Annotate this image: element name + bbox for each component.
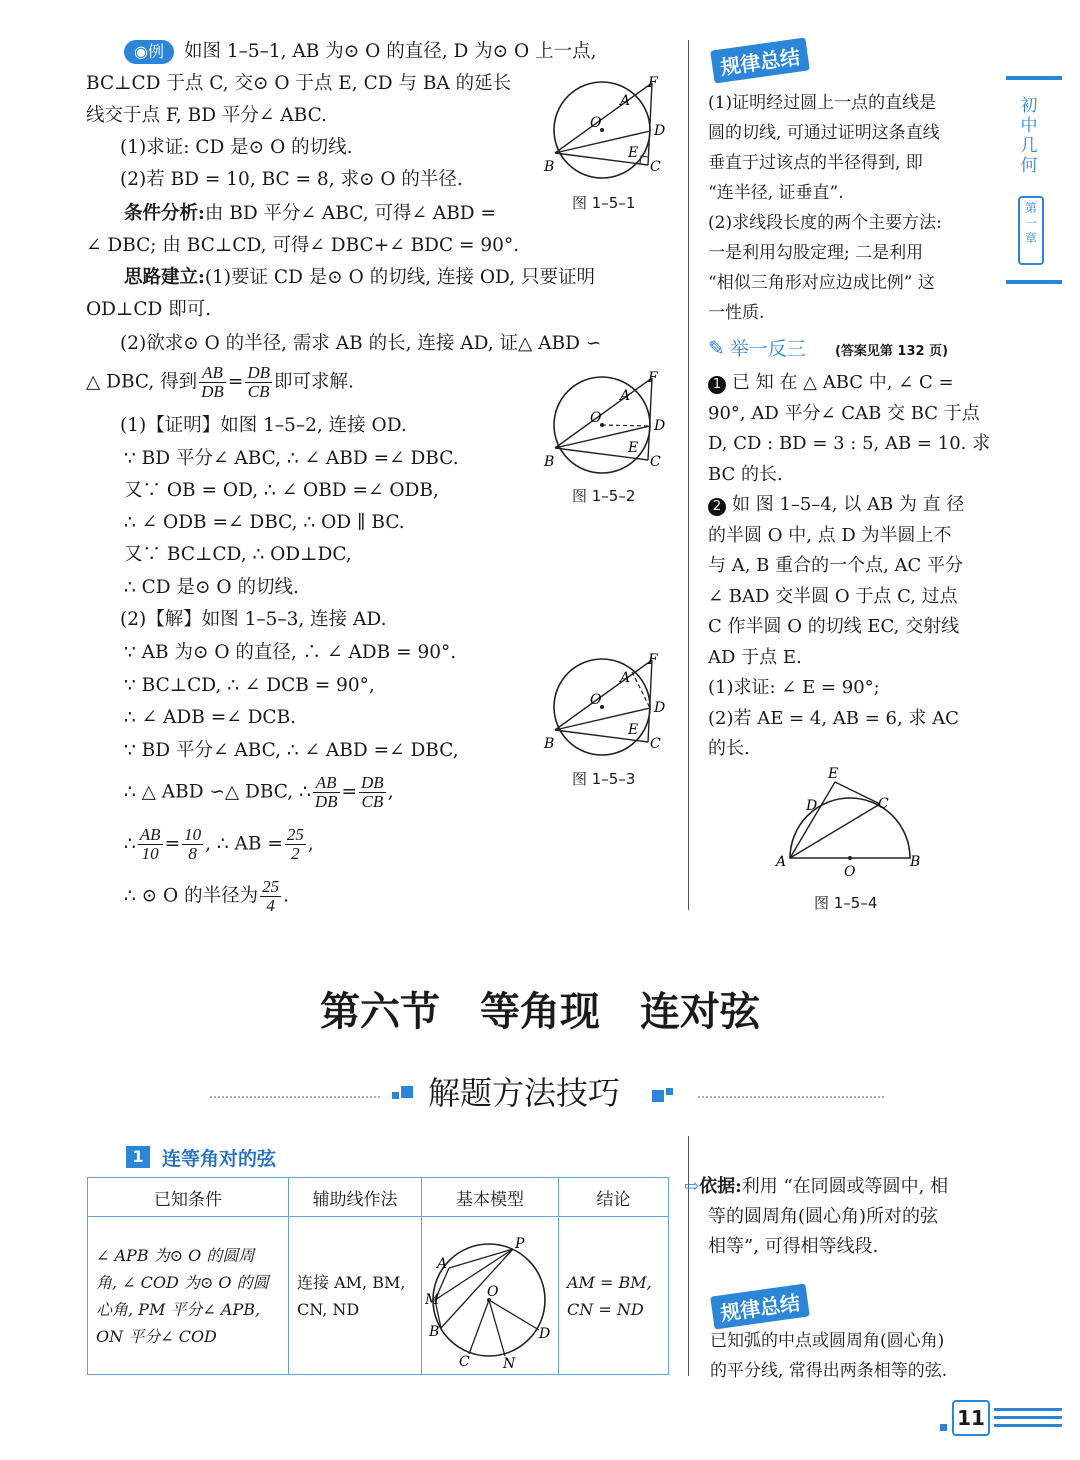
question-2: (2)若 BD = 10, BC = 8, 求⊙ O 的半径. xyxy=(120,169,463,190)
svg-text:F: F xyxy=(648,370,658,386)
basic-model-figure xyxy=(425,1218,555,1368)
table-header-row xyxy=(88,1178,669,1217)
figure-1-5-2-caption: 图 1–5–2 xyxy=(572,487,636,505)
decor-squares-left-icon xyxy=(392,1086,414,1104)
svg-text:M: M xyxy=(425,1292,440,1308)
svg-text:C: C xyxy=(878,796,889,812)
svg-text:F: F xyxy=(648,652,658,668)
proof-heading: (1)【证明】如图 1–5–2, 连接 OD. xyxy=(120,415,407,436)
svg-text:C: C xyxy=(650,454,661,470)
example-line-1: ◉例 如图 1–5–1, AB 为⊙ O 的直径, D 为⊙ O 上一点, xyxy=(124,36,597,68)
side-subject: 初中几何 xyxy=(1020,96,1038,176)
basis-text: ⇨依据:利用 “在同圆或等圆中, 相 等的圆周角(圆心角)所对的弦 相等”, 可得相等线段. xyxy=(684,1176,949,1257)
solution-step-6: ∴ $\frac{AB}{10}$ = $\frac{10}{8}$ , ∴ AB = $\frac{25}{2}$ , xyxy=(124,825,314,863)
arrow-icon: ⇨ xyxy=(684,1176,700,1197)
figure-1-5-3-caption: 图 1–5–3 xyxy=(572,770,636,788)
fraction-ab-db: $\frac{AB}{DB}$ xyxy=(201,363,224,401)
header-conclusion: 结论 xyxy=(559,1178,669,1217)
solution-heading: (2)【解】如图 1–5–3, 连接 AD. xyxy=(120,609,387,630)
pencil-icon: ✎ xyxy=(708,336,725,360)
side-tab-bottom-bar xyxy=(1006,280,1062,284)
summary-text: (1)证明经过圆上一点的直线是 圆的切线, 可通过证明这条直线 垂直于过该点的半径得到, 即 “连半径, 证垂直”. (2)求线段长度的两个主要方法: 一是利用勾股定理; 二是利用 “相似三角形对应边成比例” 这 一性质. xyxy=(708,93,942,323)
svg-text:C: C xyxy=(650,736,661,752)
solution-result: ∴ ⊙ O 的半径为 $\frac{25}{4}$ . xyxy=(124,877,289,915)
side-chapter: 第一章 xyxy=(1018,196,1044,265)
header-model: 基本模型 xyxy=(422,1178,559,1217)
figure-1-5-3 xyxy=(540,652,670,762)
figure-1-5-4-caption: 图 1–5–4 xyxy=(814,894,878,912)
idea-line-2: OD⊥CD 即可. xyxy=(86,299,212,320)
figure-1-5-2 xyxy=(540,370,670,480)
svg-text:O: O xyxy=(590,410,602,426)
question-number-2: 2 xyxy=(708,498,726,516)
page-number-decor xyxy=(940,1424,947,1431)
svg-text:P: P xyxy=(515,1236,525,1252)
proof-step-1: ∵ BD 平分∠ ABC, ∴ ∠ ABD =∠ DBC. xyxy=(124,448,459,469)
proof-step-4: 又∵ BC⊥CD, ∴ OD⊥DC, xyxy=(124,544,352,565)
proof-step-2: 又∵ OB = OD, ∴ ∠ OBD =∠ ODB, xyxy=(124,480,439,501)
summary2-tag: 规律总结 xyxy=(710,1283,810,1329)
figure-1-5-1 xyxy=(540,75,670,185)
solution-step-2: ∵ BC⊥CD, ∴ ∠ DCB = 90°, xyxy=(124,675,375,696)
figure-1-5-4 xyxy=(770,762,930,882)
svg-text:C: C xyxy=(650,159,661,175)
svg-text:B: B xyxy=(910,854,921,870)
condition-line-2: ∠ DBC; 由 BC⊥CD, 可得∠ DBC+∠ BDC = 90°. xyxy=(86,235,520,256)
cell-aux: 连接 AM, BM, CN, ND xyxy=(289,1217,422,1375)
summary-tag: 规律总结 xyxy=(710,37,810,83)
question-1: (1)求证: CD 是⊙ O 的切线. xyxy=(120,137,353,158)
cell-model xyxy=(422,1217,559,1375)
page-rule-1 xyxy=(994,1408,1062,1411)
example-badge: ◉例 xyxy=(124,40,174,64)
svg-text:F: F xyxy=(648,75,658,91)
proof-step-3: ∴ ∠ ODB =∠ DBC, ∴ OD ∥ BC. xyxy=(124,512,405,533)
method-table xyxy=(87,1177,669,1375)
svg-text:B: B xyxy=(544,454,555,470)
svg-text:O: O xyxy=(487,1284,499,1300)
svg-text:O: O xyxy=(590,115,602,131)
side-tab-top-bar xyxy=(1006,76,1062,80)
page-rule-2 xyxy=(994,1416,1062,1419)
methods-rule-right xyxy=(698,1096,884,1098)
svg-text:D: D xyxy=(654,700,666,716)
page-number: 11 xyxy=(952,1400,990,1436)
svg-text:D: D xyxy=(654,123,666,139)
page-rule-3 xyxy=(994,1424,1062,1427)
svg-text:E: E xyxy=(628,440,639,456)
svg-text:A: A xyxy=(620,388,631,404)
question-number-1: 1 xyxy=(708,376,726,394)
svg-text:D: D xyxy=(806,798,818,814)
svg-text:B: B xyxy=(544,736,555,752)
svg-text:D: D xyxy=(654,418,666,434)
fraction-db-cb: $\frac{DB}{CB}$ xyxy=(247,363,270,401)
practice-questions: 1 已 知 在 △ ABC 中, ∠ C = 90°, AD 平分∠ CAB 交 BC 于点 D, CD : BD = 3 : 5, AB = 10. 求 BC 的长. 2 如 图 1–5–4, 以 AB 为 直 径 的半圆 O 中, 点 D 为半圆上不 与 A, B 重合的一个点, AC 平分 ∠ BAD 交半圆 O 于点 C, 过点 C 作半圆 O 的切线 EC, 交射线 AD 于点 E. (1)求证: ∠ E = 90°; (2)若 AE = 4, AB = 6, 求 AC 的长. xyxy=(708,372,991,759)
example-line-3: 线交于点 F, BD 平分∠ ABC. xyxy=(86,105,327,126)
column-divider xyxy=(688,40,689,910)
svg-text:O: O xyxy=(844,864,856,880)
svg-text:B: B xyxy=(429,1324,440,1340)
svg-text:E: E xyxy=(628,722,639,738)
idea-building: 思路建立:(1)要证 CD 是⊙ O 的切线, 连接 OD, 只要证明 xyxy=(124,267,595,288)
figure-1-5-1-caption: 图 1–5–1 xyxy=(572,194,636,212)
topic-title: 连等角对的弦 xyxy=(162,1148,277,1170)
svg-text:E: E xyxy=(628,145,639,161)
header-known: 已知条件 xyxy=(88,1178,289,1217)
svg-text:B: B xyxy=(544,159,555,175)
svg-text:A: A xyxy=(620,670,631,686)
svg-text:A: A xyxy=(776,854,787,870)
header-aux: 辅助线作法 xyxy=(289,1178,422,1217)
solution-step-3: ∴ ∠ ADB =∠ DCB. xyxy=(124,707,297,728)
svg-text:A: A xyxy=(437,1256,448,1272)
proof-step-5: ∴ CD 是⊙ O 的切线. xyxy=(124,577,299,598)
solution-step-5: ∴ △ ABD ∽△ DBC, ∴ $\frac{AB}{DB}$ = $\frac{DB}{CB}$ , xyxy=(124,773,394,811)
summary2-text: 已知弧的中点或圆周角(圆心角) 的平分线, 常得出两条相等的弦. xyxy=(710,1331,948,1381)
methods-heading: 解题方法技巧 xyxy=(428,1074,621,1112)
svg-text:N: N xyxy=(503,1356,516,1368)
svg-text:C: C xyxy=(459,1354,470,1368)
idea-line-4: △ DBC, 得到 $\frac{AB}{DB}$ = $\frac{DB}{CB}$ 即可求解. xyxy=(86,363,354,401)
cell-conclusion: AM = BM, CN = ND xyxy=(559,1217,669,1375)
solution-step-4: ∵ BD 平分∠ ABC, ∴ ∠ ABD =∠ DBC, xyxy=(124,740,459,761)
example-line-2: BC⊥CD 于点 C, 交⊙ O 于点 E, CD 与 BA 的延长 xyxy=(86,73,512,94)
section-title: 第六节 等角现 连对弦 xyxy=(320,988,760,1035)
svg-text:D: D xyxy=(539,1326,551,1342)
svg-text:O: O xyxy=(590,692,602,708)
svg-text:A: A xyxy=(620,93,631,109)
condition-analysis: 条件分析:由 BD 平分∠ ABC, 可得∠ ABD = xyxy=(124,203,497,224)
table-row xyxy=(88,1217,669,1375)
cell-known: ∠ APB 为⊙ O 的圆周 角, ∠ COD 为⊙ O 的圆 心角, PM 平分∠ APB, ON 平分∠ COD xyxy=(88,1217,289,1375)
topic-number: 1 xyxy=(126,1146,150,1168)
idea-line-3: (2)欲求⊙ O 的半径, 需求 AB 的长, 连接 AD, 证△ ABD ∽ xyxy=(120,333,602,354)
svg-text:E: E xyxy=(828,766,839,782)
decor-squares-right-icon xyxy=(652,1086,682,1104)
solution-step-1: ∵ AB 为⊙ O 的直径, ∴ ∠ ADB = 90°. xyxy=(124,642,457,663)
methods-rule-left xyxy=(210,1096,380,1098)
practice-header: ✎ 举一反三 (答案见第 132 页) xyxy=(708,336,949,360)
